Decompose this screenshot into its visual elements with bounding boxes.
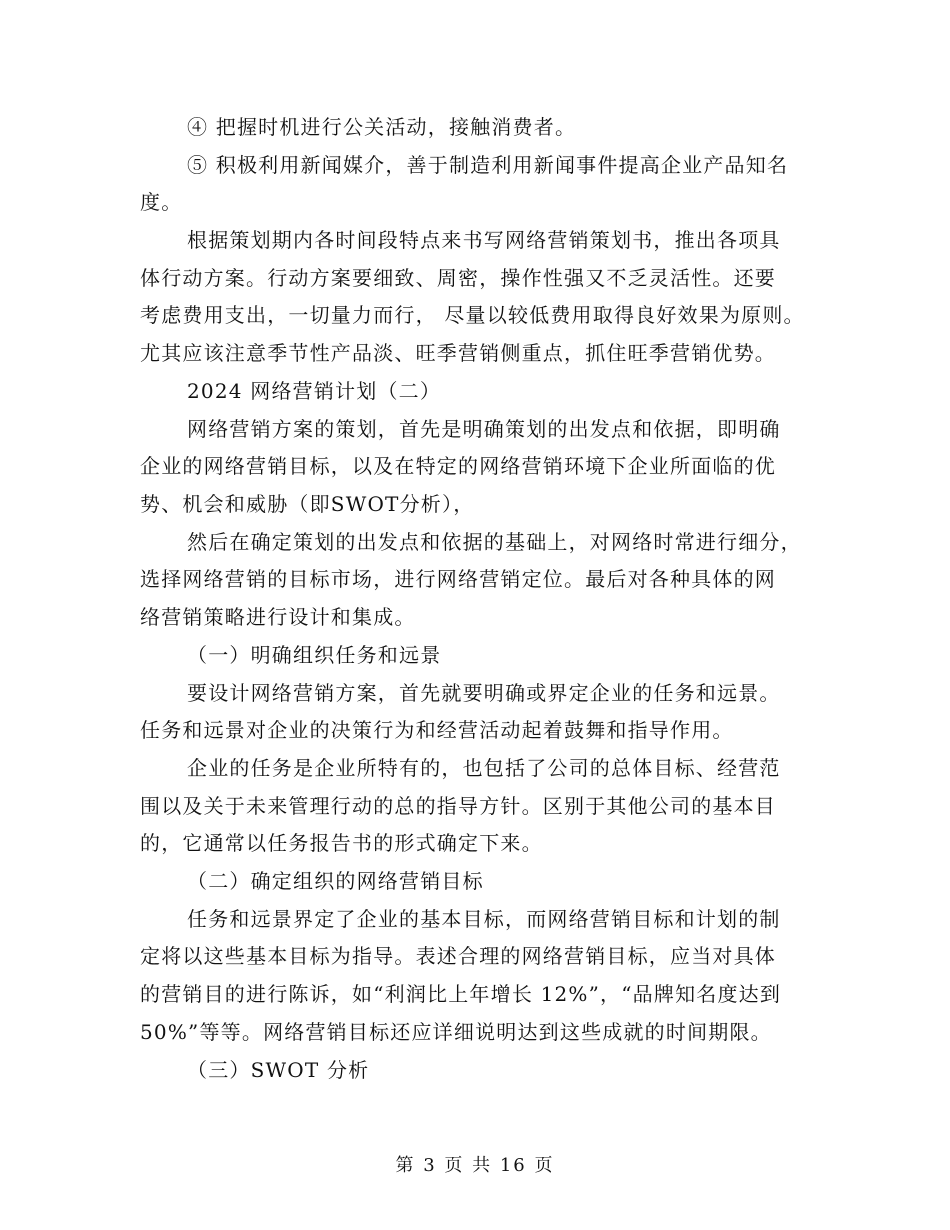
paragraph-line: 选择网络营销的目标市场，进行网络营销定位。最后对各种具体的网 [140, 567, 776, 591]
paragraph-line: 考虑费用支出，一切量力而行， 尽量以较低费用取得良好效果为原则。 [140, 303, 805, 327]
paragraph-line: 根据策划期内各时间段特点来书写网络营销策划书，推出各项具 [187, 228, 781, 252]
subsection-heading: （二）确定组织的网络营销目标 [187, 869, 484, 893]
paragraph-line: 要设计网络营销方案，首先就要明确或界定企业的任务和远景。 [187, 681, 781, 705]
subsection-heading: （一）明确组织任务和远景 [187, 643, 442, 667]
paragraph-line: 度。 [140, 190, 183, 214]
paragraph-line: 围以及关于未来管理行动的总的指导方针。区别于其他公司的基本目 [140, 794, 776, 818]
subsection-heading: （三）SWOT 分析 [187, 1058, 370, 1082]
paragraph-line: 企业的网络营销目标，以及在特定的网络营销环境下企业所面临的优 [140, 454, 776, 478]
paragraph-line: 50%”等等。网络营销目标还应详细说明达到这些成就的时间期限。 [140, 1020, 772, 1044]
paragraph-line: 任务和远景界定了企业的基本目标，而网络营销目标和计划的制 [187, 907, 781, 931]
paragraph-line: 尤其应该注意季节性产品淡、旺季营销侧重点，抓住旺季营销优势。 [140, 341, 776, 365]
paragraph-line: 络营销策略进行设计和集成。 [140, 605, 416, 629]
paragraph-line: ⑤ 积极利用新闻媒介，善于制造利用新闻事件提高企业产品知名 [187, 153, 789, 177]
paragraph-line: 定将以这些基本目标为指导。表述合理的网络营销目标，应当对具体 [140, 944, 776, 968]
paragraph-line: 企业的任务是企业所特有的，也包括了公司的总体目标、经营范 [187, 756, 781, 780]
paragraph-line: 网络营销方案的策划，首先是明确策划的出发点和依据，即明确 [187, 417, 781, 441]
paragraph-line: 任务和远景对企业的决策行为和经营活动起着鼓舞和指导作用。 [140, 718, 734, 742]
page-number-footer: 第 3 页 共 16 页 [395, 1155, 555, 1176]
paragraph-line: 的营销目的进行陈诉，如“利润比上年增长 12%”，“品牌知名度达到 [140, 982, 782, 1006]
paragraph-line: 的，它通常以任务报告书的形式确定下来。 [140, 831, 543, 855]
paragraph-line: ④ 把握时机进行公关活动，接触消费者。 [187, 115, 577, 139]
paragraph-line: 体行动方案。行动方案要细致、周密，操作性强又不乏灵活性。还要 [140, 266, 776, 290]
section-title: 2024 网络营销计划（二） [187, 379, 442, 403]
paragraph-line: 然后在确定策划的出发点和依据的基础上，对网络时常进行细分， [187, 530, 802, 554]
paragraph-line: 势、机会和威胁（即SWOT分析）， [140, 492, 475, 516]
